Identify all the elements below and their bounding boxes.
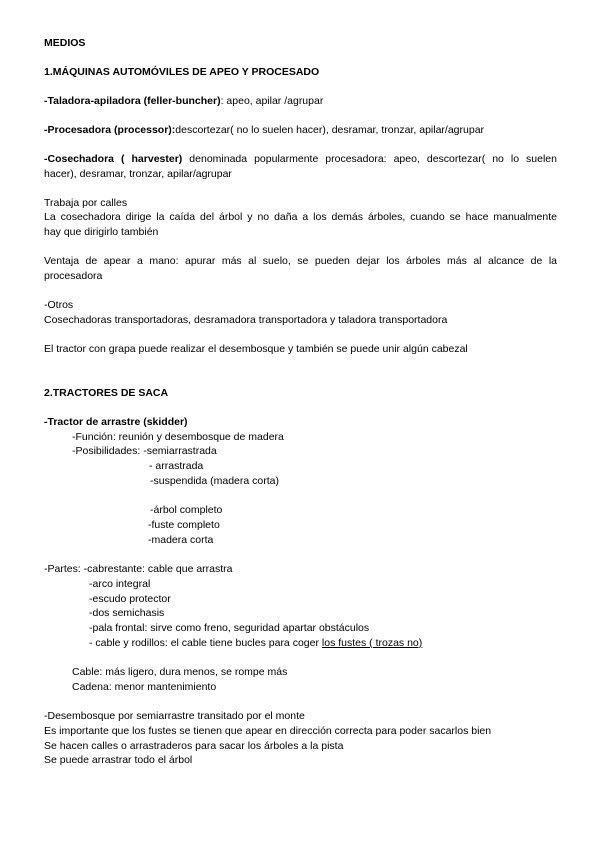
cosechadora-dirige-line-1: La cosechadora dirige la caída del árbol y no daña a los demás árboles, cuando se hace manualmente bbox=[44, 211, 557, 223]
otros-list-line: Cosechadoras transportadoras, desramadora transportadora y taladora transportadora bbox=[44, 314, 448, 326]
cable-line: Cable: más ligero, dura menos, se rompe más bbox=[72, 666, 288, 678]
todo-arbol-line: Se puede arrastrar todo el árbol bbox=[44, 754, 193, 766]
pala-line: -pala frontal: sirve como freno, seguridad apartar obstáculos bbox=[89, 622, 370, 634]
ventaja-line-1: Ventaja de apear a mano: apurar más al suelo, se pueden dejar los árboles más al alcance de la bbox=[44, 255, 557, 267]
escudo-line: -escudo protector bbox=[89, 593, 171, 605]
cosechadora-dirige-line-2: hay que dirigirlo también bbox=[44, 226, 159, 238]
procesadora-term: -Procesadora (processor): bbox=[44, 124, 176, 136]
trabaja-line: Trabaja por calles bbox=[44, 197, 128, 209]
madera-corta-line: -madera corta bbox=[148, 534, 214, 546]
taladora-line bbox=[44, 94, 323, 109]
section-2-heading: 2.TRACTORES DE SACA bbox=[44, 387, 169, 399]
cosechadora-line-2: hacer), desramar, tronzar, apilar/agrupar bbox=[44, 168, 232, 180]
cable-rodillos-underlined: los fustes ( trozas no) bbox=[321, 637, 423, 649]
otros-line: -Otros bbox=[44, 299, 74, 311]
taladora-desc: : apeo, apilar /agrupar bbox=[220, 95, 324, 107]
arrastrada-line: - arrastrada bbox=[149, 460, 204, 472]
procesadora-line bbox=[44, 123, 484, 138]
calles-line: Se hacen calles o arrastraderos para sacar los árboles a la pista bbox=[44, 740, 344, 752]
cadena-line: Cadena: menor mantenimiento bbox=[72, 681, 217, 693]
posibilidades-line: -Posibilidades: -semiarrastrada bbox=[72, 445, 217, 457]
suspendida-line: -suspendida (madera corta) bbox=[150, 475, 279, 487]
fuste-completo-line: -fuste completo bbox=[148, 519, 220, 531]
taladora-term: -Taladora-apiladora (feller-buncher) bbox=[44, 95, 221, 107]
partes-line: -Partes: -cabrestante: cable que arrastra bbox=[44, 563, 233, 575]
importante-line: Es importante que los fustes se tienen que apear en dirección correcta para poder sacarlos bien bbox=[44, 725, 492, 737]
section-1-heading: 1.MÁQUINAS AUTOMÓVILES DE APEO Y PROCESADO bbox=[44, 66, 320, 78]
document-title: MEDIOS bbox=[44, 37, 86, 49]
cable-rodillos-line bbox=[89, 636, 422, 651]
arco-line: -arco integral bbox=[89, 578, 151, 590]
desembosque-line: -Desembosque por semiarrastre transitado por el monte bbox=[44, 710, 305, 722]
skidder-heading: -Tractor de arrastre (skidder) bbox=[44, 416, 188, 428]
cosechadora-term: -Cosechadora ( harvester) bbox=[44, 153, 183, 165]
cable-rodillos-text: - cable y rodillos: el cable tiene bucles para coger bbox=[89, 637, 322, 649]
ventaja-line-2: procesadora bbox=[44, 270, 103, 282]
procesadora-desc: descortezar( no lo suelen hacer), desramar, tronzar, apilar/agrupar bbox=[175, 124, 485, 136]
tractor-grapa-line: El tractor con grapa puede realizar el desembosque y también se puede unir algún cabezal bbox=[44, 343, 468, 355]
arbol-completo-line: -árbol completo bbox=[150, 504, 223, 516]
dos-semichasis-line: -dos semichasis bbox=[89, 607, 165, 619]
cosechadora-line-1 bbox=[44, 152, 557, 167]
funcion-line: -Función: reunión y desembosque de madera bbox=[72, 431, 284, 443]
cosechadora-desc: denominada popularmente procesadora: apeo, descortezar( no lo suelen bbox=[182, 153, 557, 165]
